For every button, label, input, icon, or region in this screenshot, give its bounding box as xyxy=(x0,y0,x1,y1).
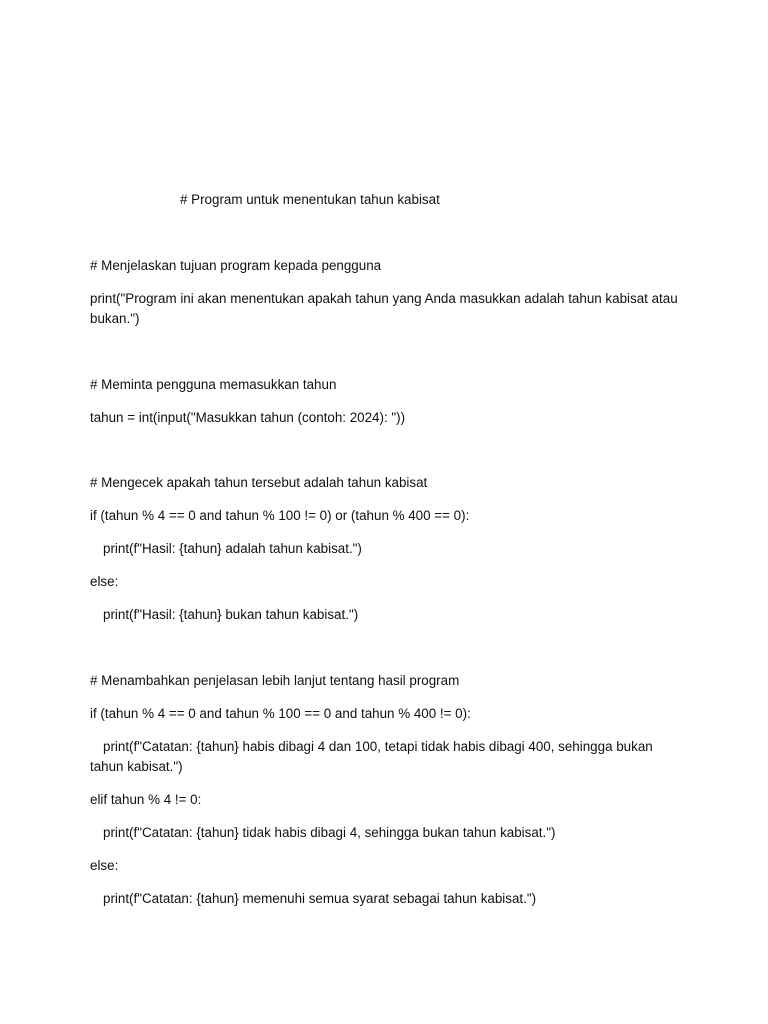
code-if-century: if (tahun % 4 == 0 and tahun % 100 == 0 and tahun % 400 != 0): xyxy=(90,706,471,721)
code-print-leap: print(f"Hasil: {tahun} adalah tahun kabisat.") xyxy=(103,541,362,556)
code-elif: elif tahun % 4 != 0: xyxy=(90,792,202,807)
code-input: tahun = int(input("Masukkan tahun (contoh: 2024): ")) xyxy=(90,410,406,425)
comment-purpose: # Menjelaskan tujuan program kepada pengguna xyxy=(90,258,382,273)
code-print-valid: print(f"Catatan: {tahun} memenuhi semua syarat sebagai tahun kabisat.") xyxy=(103,891,537,906)
code-print-not-leap: print(f"Hasil: {tahun} bukan tahun kabisat.") xyxy=(103,607,359,622)
code-print-intro: print("Program ini akan menentukan apakah tahun yang Anda masukkan adalah tahun kabisat atau bukan.") xyxy=(90,291,682,326)
comment-input: # Meminta pengguna memasukkan tahun xyxy=(90,377,337,392)
code-else: else: xyxy=(90,574,119,589)
comment-check: # Mengecek apakah tahun tersebut adalah tahun kabisat xyxy=(90,475,428,490)
comment-explanation: # Menambahkan penjelasan lebih lanjut tentang hasil program xyxy=(90,673,460,688)
code-print-not-divisible: print(f"Catatan: {tahun} tidak habis dibagi 4, sehingga bukan tahun kabisat.") xyxy=(103,825,556,840)
code-if-leap: if (tahun % 4 == 0 and tahun % 100 != 0) or (tahun % 400 == 0): xyxy=(90,508,470,523)
code-else-final: else: xyxy=(90,858,119,873)
document-title: # Program untuk menentukan tahun kabisat xyxy=(180,192,440,207)
code-print-century: print(f"Catatan: {tahun} habis dibagi 4 dan 100, tetapi tidak habis dibagi 400, sehingga bukan tahun kabisat.") xyxy=(90,739,657,774)
